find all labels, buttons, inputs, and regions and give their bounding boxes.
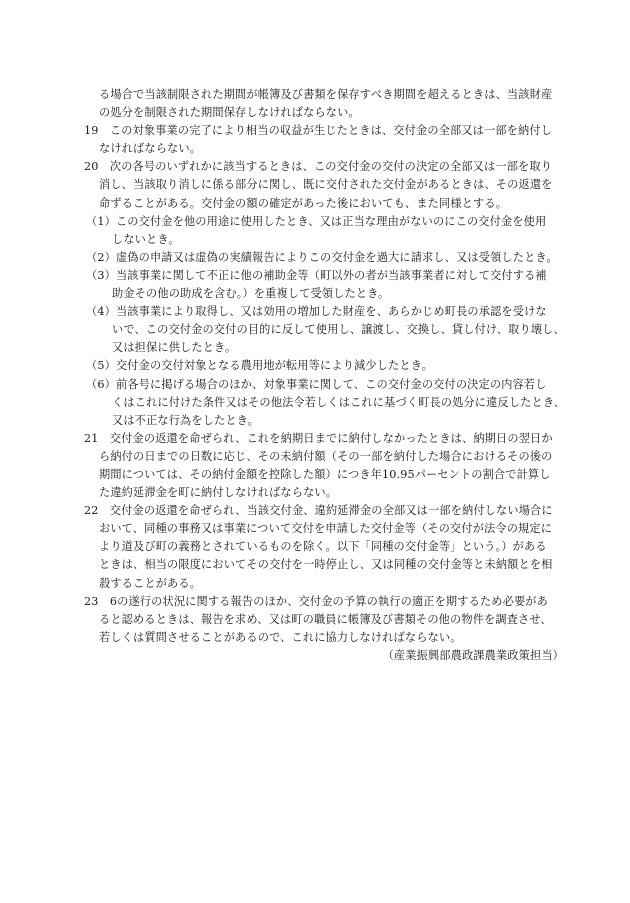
text-line: 若しくは質問させることがあるので、これに協力しなければならない。	[99, 630, 462, 644]
text-line: 22 交付金の返還を命ぜられ、当該交付金、違約延滞金の全部又は一部を納付しない場合に	[84, 504, 553, 518]
text-line: （5）交付金の交付対象となる農用地が転用等により減少したとき。	[86, 359, 433, 373]
text-line: ときは、相当の限度においてその交付を一時停止し、又は同種の交付金等と未納額とを相	[99, 558, 553, 572]
text-line: 又は担保に供したとき。	[112, 341, 237, 355]
text-line: 23 6の遂行の状況に関する報告のほか、交付金の予算の執行の適正を期するため必要があ	[84, 594, 548, 608]
text-line: なければならない。	[99, 142, 202, 156]
text-line: （6）前各号に掲げる場合のほか、対象事業に関して、この交付金の交付の決定の内容若し	[86, 377, 547, 391]
text-line: （4）当該事業により取得し、又は効用の増加した財産を、あらかじめ町長の承認を受けな	[86, 305, 547, 319]
text-line: 又は不正な行為をしたとき。	[112, 413, 259, 427]
text-line: より道及び町の義務とされているものを除く。以下「同種の交付金等」という。）がある	[99, 540, 547, 554]
text-line: いで、この交付金の交付の目的に反して使用し、譲渡し、交換し、貸し付け、取り壊し、	[112, 323, 565, 337]
text-line: しないとき。	[112, 232, 180, 246]
text-line: くはこれに付けた条件又はその他法令若しくはこれに基づく町長の処分に違反したとき、	[112, 395, 566, 409]
text-line: （3）当該事業に関して不正に他の補助金等（町以外の者が当該事業者に対して交付する補	[86, 268, 547, 282]
department-footer: （産業振興部農政課農業政策担当）	[382, 648, 564, 662]
text-line: （1）この交付金を他の用途に使用したとき、又は正当な理由がないのにこの交付金を使用	[86, 214, 547, 228]
text-line: 命ずることがある。交付金の額の確定があった後においても、また同様とする。	[99, 196, 508, 210]
text-line: 消し、当該取り消しに係る部分に関し、既に交付された交付金があるときは、その返還を	[99, 178, 553, 192]
text-line: ら納付の日までの日数に応じ、その未納付額（その一部を納付した場合におけるその後の	[99, 449, 553, 463]
text-line: 20 次の各号のいずれかに該当するときは、この交付金の交付の決定の全部又は一部を取り	[84, 160, 553, 174]
text-line: （2）虚偽の申請又は虚偽の実績報告によりこの交付金を過大に請求し、又は受領したとき。	[86, 250, 558, 264]
text-line: る場合で当該制限された期間が帳簿及び書類を保存すべき期間を超えるときは、当該財産	[99, 88, 553, 101]
text-line: 殺することがある。	[99, 576, 202, 590]
text-line: 21 交付金の返還を命ぜられ、これを納期日までに納付しなかったときは、納期日の翌日か	[84, 431, 553, 445]
text-line: の処分を制限された期間保存しなければならない。	[99, 106, 360, 120]
text-line: 期間については、その納付金額を控除した額）につき年10.95パーセントの割合で計算し	[99, 467, 551, 481]
text-line: た違約延滞金を町に納付しなければならない。	[99, 486, 338, 500]
text-line: おいて、同種の事務又は事業について交付を申請した交付金等（その交付が法令の規定に	[99, 522, 553, 536]
document-body	[84, 86, 564, 665]
text-line: 19 この対象事業の完了により相当の収益が生じたときは、交付金の全部又は一部を納付し	[84, 124, 553, 138]
text-line: 助金その他の助成を含む。）を重複して受領したとき。	[112, 287, 390, 301]
text-line: ると認めるときは、報告を求め、又は町の職員に帳簿及び書類その他の物件を調査させ、	[99, 612, 552, 626]
